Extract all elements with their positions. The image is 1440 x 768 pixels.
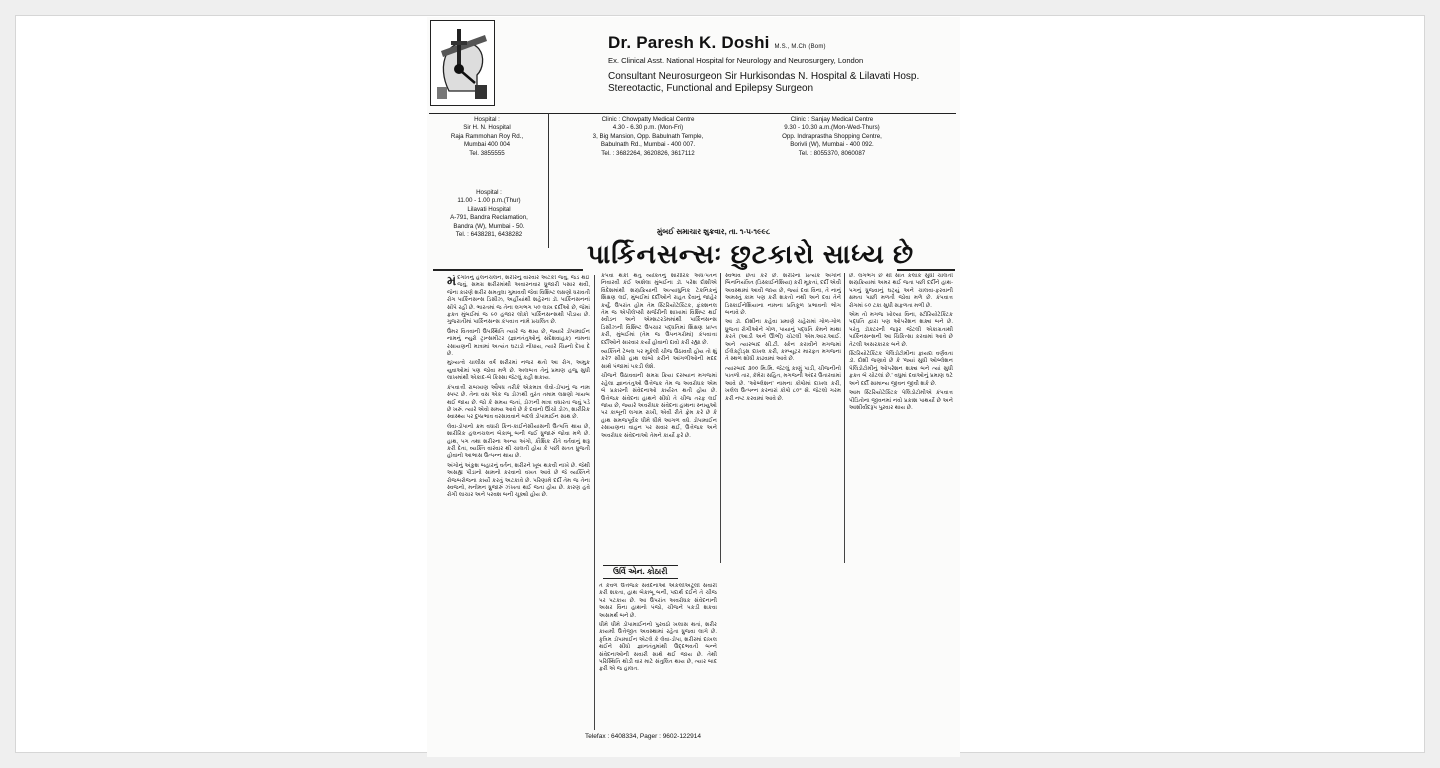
clinic-chowpatty-address [573,116,723,158]
addr-line: A-791, Bandra Reclamation, [450,214,528,222]
addr-line: Sir H. N. Hospital [463,124,511,132]
paragraph: અંગોનું અંકુશ બહારનું વર્તન, શરીરને ખૂબ થકવી નાખે છે. જેથી અસહ્ય પીડાનો સામનો કરવાનો વખત આવે છે જે વ્યક્તિને રોજબરોજના કાર્યો કરતું અટકાવે છે. પરિણામે દર્દી તેમ જ તેના સ્વજનો, મનોમન ધ્રુજારું ઝંખતા થઈ જતા હોય છે. કારણ હવે રોગી લાચાર અને પરવશ બની ચૂક્યો હોય છે. [447,462,590,499]
newspaper-clipping [427,17,960,757]
article-column-4 [849,273,953,563]
logo-stereotactic-head-icon [430,20,495,106]
paragraph: સ્વભાવ છતાં કરે છે. શરીરના પ્રત્યેક અંગોને બિનનિયંત્રિત (ડિસ્કાઈનેશિયા) કરી મૂકતાં, દર્દી એવી અવસ્થામાં આવી જાય છે, જ્યાં દવા વિના, તે નાનું અમસ્તું કામ પણ કરી શકતો નથી અને દવા તેને ડિસ્કાઈનેશિયાના નામના પ્રતિકૂળ પ્રભાવનો ભોગ બનાવે છે. [725,273,841,317]
headline-rule-right [897,269,955,271]
doctor-degrees: M.S., M.Ch (Bom) [774,44,826,50]
addr-line: 3, Big Mansion, Opp. Babulnath Temple, [592,132,704,140]
header-line-1: Ex. Clinical Asst. National Hospital for Neurology and Neurosurgery, London [608,56,864,65]
article-headline: પાર્કિનસન્સઃ છુટકારો સાધ્ય છે [587,239,915,269]
hospital-lilavati-address [433,189,545,239]
clinic-sanjay-address [757,116,907,158]
paragraph: તે કેવળ ઉત્તેજક સંવેદનાઓ એકલીઅટૂલી સવારી કરી શકતા, હાથ બેકાબૂ બની, પદાર્થ દઈને તે ચીજ પર પટકાય છે. આ ઉપરાંત અવરોધક સંવેદનાની અસર વિના હાથનો પંજો, ચીજને પકડી શકવા અસમર્થ બને છે. [599,583,717,619]
paragraph: આ ડૉ. દોશીના કહેવા પ્રમાણે ચહેરામાં ગોળ-ગોળ ધ્રુજતા રોગીઓને ગોળ, પાયાનું પદ્ધતિ કેમને માથા કરતે (આડી અને ઊભી) ચોટલી એમ.આર.આઈ. અને ત્યારબાદ સી.ટી. સ્કેન કરાવીને મગજમાં ઈલેક્ટ્રોડ્સ દાખલ કરી, કમ્પ્યૂટર મારફત મગજના તે સ્થળ શોધી કાઢવામાં આવે છે. [725,319,841,363]
paragraph: મુખ્યત્વે ચાલીસ વર્ષ શરીરમાં નજર થતો આ રોગ, અમુક યુવાઓમાં પણ જોવા મળે છે. અલબત્ત તેનું પ્રમાણ હજુ સુધી લાખમાંથી એકાદ-બે કિસ્સા જેટલું કહી શકાય. [447,360,590,382]
doctor-name [608,33,826,53]
dropcap: મં [447,275,457,288]
addr-line: Hospital : [476,189,502,196]
paragraph: સ્ટિરિયોટેક્ટિક પેલિડોટોમીના ફાયદા વર્ણવતા ડૉ. દોશી જણાવે છે કે 'જ્યાં સુધી ઓબ્લેશન પેલિડોટોમીનું ઓપરેશન શક્ય બને ત્યાં સુધી ફક્ત બે ચોટલાં છે.' વધુમાં દવાઓનું પ્રમાણ ઘટે અને દર્દી સામાન્ય જીવન જીવી શકે છે. [849,351,953,387]
paragraph: ઉંમર વિતવાની ઉપસ્થિતિ ત્યારે જ થાય છે, જ્યારે ડોપામાઈન નામનું ન્યુરો ટ્રાન્સમીટર (જ્ઞાનતંતુઓનું સંદેશવાહક) નામના રસાયણની માત્રામાં અત્યંત ઘટાડો નોંધાય, ત્યારે ચિહ્નો દેખા દે છે. [447,328,590,358]
column-separator [720,273,721,563]
article-column-1 [447,275,590,730]
article-dateline: મુંબઈ સમાચાર શુક્રવાર, તા. ૧-૫-૧૯૯૮ [657,227,771,236]
paragraph: વ્યક્તિને ટેબલ પર મૂકેલી ચીજ ઉઠાવવી હોય તો શું કરે? સીધો હાથ લાંબો કરીને આંગળીઓની મદદ સાથે પંજામાં પકડી લેશે. [601,349,717,370]
paragraph: આમ સ્ટિરિયોટેક્ટિક પેલિડોટોમીએ કંપવાત્ત પીડિતોના જીવનમાં નવો પ્રકાશ પાથર્યો છે અને આશીર્વાદરૂપ પુરવાર થાય છે. [849,390,953,411]
address-divider [548,113,549,248]
addr-line: Borivli (W), Mumbai - 400 092. [790,141,874,149]
addr-line: Clinic : Sanjay Medical Centre [790,116,874,123]
paragraph: કંપવા થકી થતું વ્યક્તિનું શારીરિક અધઃપતન નિવારવી કંઈ અશેલા મુંબઈના ડૉ. પરેશ દોશીએ વિદેશમાંથી શસ્ત્રક્રિયાની અત્યાધુનિક ટેકનિકનું શિક્ષણ લઈ, મુંબઈમાં દર્દીઓને રાહત દેવાનું જાહેર કર્યું. ઉપરાંત હોમ તેમ સ્ટિરિયોટેક્ટિક, ફંક્શનલ તેમ જ એપીલેપ્સી સર્જરીની શાખામાં વિશિષ્ટ થઈ સ્વીડન અને એમ્સટરડેમમાંથી પાર્કિનસન્સ ડિસીઝની વિશિષ્ટ ઉપચાર પદ્ધતિમાં શિક્ષણ પ્રાપ્ત કરી, મુંબઈમાં (તેમ જ ઉપનગરોમાં) કંપવાત્તા દર્દીઓને સારવાર કર્યો હોવાનો દાવો કરી રહ્યા છે. [601,273,717,346]
addr-line: Babulnath Rd., Mumbai - 400 007. [600,141,696,149]
paragraph: ધીમે ધીમે ડોપામાઈનનો પુરવઠો ખલાસ થતાં, શરીર કાયમી ઉત્તેજીત અવસ્થામાં રહેતા ધ્રુજવા લાગે છે. કૃત્રિમ ડોપામાઈન એટલે કે લેવા-ડોપા, શરીરમાં દાખલ થઈને સીધો જ્ઞાનતંતુમાંથી ઉદ્દભવતી બન્ને સંવેદનાઓની સવારી સાથે થઈ જાય છે. તેથી પરિસ્થિતિ થોડી વાર માટે સંતુલિત થાય છે, ત્યાર બાદ ફરી એ જ હાલત. [599,622,717,673]
header-line-3: Stereotactic, Functional and Epilepsy Surgeon [608,83,814,94]
addr-line: Tel. : 8055370, 8060087 [798,149,866,157]
hospital-sir-hn-address [437,116,537,158]
addr-line: 9.30 - 10.30 a.m.(Mon-Wed-Thurs) [784,124,880,132]
article-byline: ઉર્વિ એન. કોઠારી [603,565,678,579]
paragraph: કંપવાત્તી રાબખાણ ઔષધ તરીકે એકમાત્ર લેવો-ડોપાનું જ નામ સ્પષ્ટ છે. તેના વસ એક જ ડોઝથી તુરંત તમામ લક્ષણો ગાયબ થઈ જાય છે. જો કે સમય જતાં, ડોઝની માત્રા વધારતા જવું પડે છે ખરું. ત્યારે એવો સમય આવે છે કે દવાનો ઊંચો ડોઝ, શારીરિક સ્વાસ્થ્ય પર દુષ્પ્રભાવ વરસાવવાને બદલે ડોપામાઈન સાથ છે. [447,384,590,421]
headline-rule-left [433,269,583,271]
paragraph-text: દગતિનું હલનચલન, શરીરનું વારંવાર અટકી જવું, જડ થઈ જવું, સમગ્ર શરીરમાંથી અવારનવાર ધ્રુજારી પસાર થવી, જેના કારણે શરીર સમતુલા ગુમાવવી જેવા વિશિષ્ટ લક્ષણો ધરાવતી રોગ પાર્કિનસન્સ ડિસીઝ, અહીંયાંથી શહેરના ડૉ. પાર્કિનસનનાં સોંપે રહી છે. ભારતમાં જ તેના લગભગ ૫૦ લાખ દર્દીઓ છે, જેમાં ફક્ત મુંબઈમાં જ ૯૦ હજાર લોકો પાર્કિનસન્સથી પીડાય છે. ગુજરાતીમાં પાર્કિનસન્સ કંપવાત્ત નામે પ્રચલિત છે. [447,275,590,326]
header-line-2: Consultant Neurosurgeon Sir Hurkisondas N. Hospital & Lilavati Hosp. [608,71,920,82]
addr-line: Tel. : 3682264, 3620826, 3617112 [601,149,695,157]
header-rule [429,113,956,114]
addr-line: Opp. Indraprastha Shopping Centre, [782,132,882,140]
addr-line: Mumbai 400 004 [463,141,511,149]
addr-line: 11.00 - 1.00 p.m.(Thur) [457,197,521,205]
addr-line: Raja Rammohan Roy Rd., [450,132,524,140]
doctor-name-text: Dr. Paresh K. Doshi [608,33,770,52]
addr-line: Lilavati Hospital [467,205,511,213]
article-column-3 [725,273,841,563]
addr-line: Clinic : Chowpatty Medical Centre [601,116,695,123]
paragraph: ત્યારબાદ ૩૦૦ મિ.મિ. જેટલું કાણું પાડી, ચીજનીનો પાતળો તાર, કૅમેરા સહિત, મગજની અંદર ઉતારવામાં આવે છે. 'ઓબ્લેશન' નામના કોષોમાં દાખલ કરી, ખલેલ ઉત્પન્ન કરનારાં કોષો ૮૦° સે. જેટલો ગરમ કરી નષ્ટ કરવામાં આવે છે. [725,365,841,402]
article-column-2 [601,273,717,557]
paragraph: ચીજને ઉઠાવવાની સમગ્ર ક્રિયા દરમ્યાન મગજમાં રહેલા જ્ઞાનતંતુઓ ઉત્તેજક તેમ જ અવરોધક એમ બે પ્રકારની સંવેદનાઓ કાર્યરત થતી હોય છે. ઉત્તેજક સંવેદના હાથને સીધો તે ચીજ તરફ લઈ જાય છે, જ્યારે અવરોધક સંવેદના હાથના સ્નાયુઓ પર કાબૂની લગામ રાખી, એવી રીતે ફ્રેમ કરે છે કે હાથ સમજપૂર્વક ધીમે ધીમે આગળ વધે. ડોપામાઈન રસાયણના વાહન પર સવાર થઈ, ઉત્તેજક અને અવરોધક સંવેદનાઓ તેમને કાર્યો ફરે છે. [601,373,717,439]
addr-line: Bandra (W), Mumbai - 50. [453,222,525,230]
column-separator [844,273,845,563]
addr-line: Tel. : 6438281, 6438282 [455,231,523,239]
addr-line: Hospital : [474,116,500,123]
column-separator [594,275,595,730]
addr-line: 4.30 - 6.30 p.m. (Mon-Fri) [612,124,684,132]
paragraph: એમ તો મગજ ખોલ્યા વિના, સ્ટીરિયોટેક્ટિક પદ્ધતિ દ્વારા પણ ઓપરેશન શક્ય બને છે. પરંતુ ડૉક્ટરની જરૂર જેટલી એકાગ્રતાથી પાર્કિનસન્સની આ ચિકિત્સા કરવામાં આવે છે તેટલી અસરકારક બને છે. [849,312,953,348]
paragraph: છે. લગભગ છ થી સાત કલાક સુધી ચાલતી શસ્ત્રક્રિયામાં અમર થઈ જતા પછી દર્દીને હાથ-પગનું ધ્રુજવાનું ઘટ્યું અને ચાલવા-ફરવાની ક્ષમતા પાછી મળતી જોવા મળે છે. કંપવાત્ત રોગમાં ૯૦ ટકા સુધી સફળતા મળી છે. [849,273,953,309]
footer-contact: Telefax : 6408334, Pager : 9602-122914 [585,733,702,740]
paragraph [447,275,590,327]
article-column-2b [599,583,717,733]
paragraph: લેવા-ડોપાનો ક્રમ વધારો કિન-કાઈનેસીયાસની ઉત્પત્તિ થાય છે, શારીરિક હલનચલન બેકાબૂ બની જઈ ધ્રુજારું જોવા મળે છે. હાથ, પગ તથા શરીરના અન્ય અંગો, કૌશિક રીતે વર્તવાનું શરૂ કરી દેતા, વ્યક્તિ વારંવાર થી ચાલતી હોય કે પછી સતત ધ્રુજતી હોવાનો આભાસ ઉત્પન્ન થાય છે. [447,423,590,460]
addr-line: Tel. 3855555 [469,149,505,157]
